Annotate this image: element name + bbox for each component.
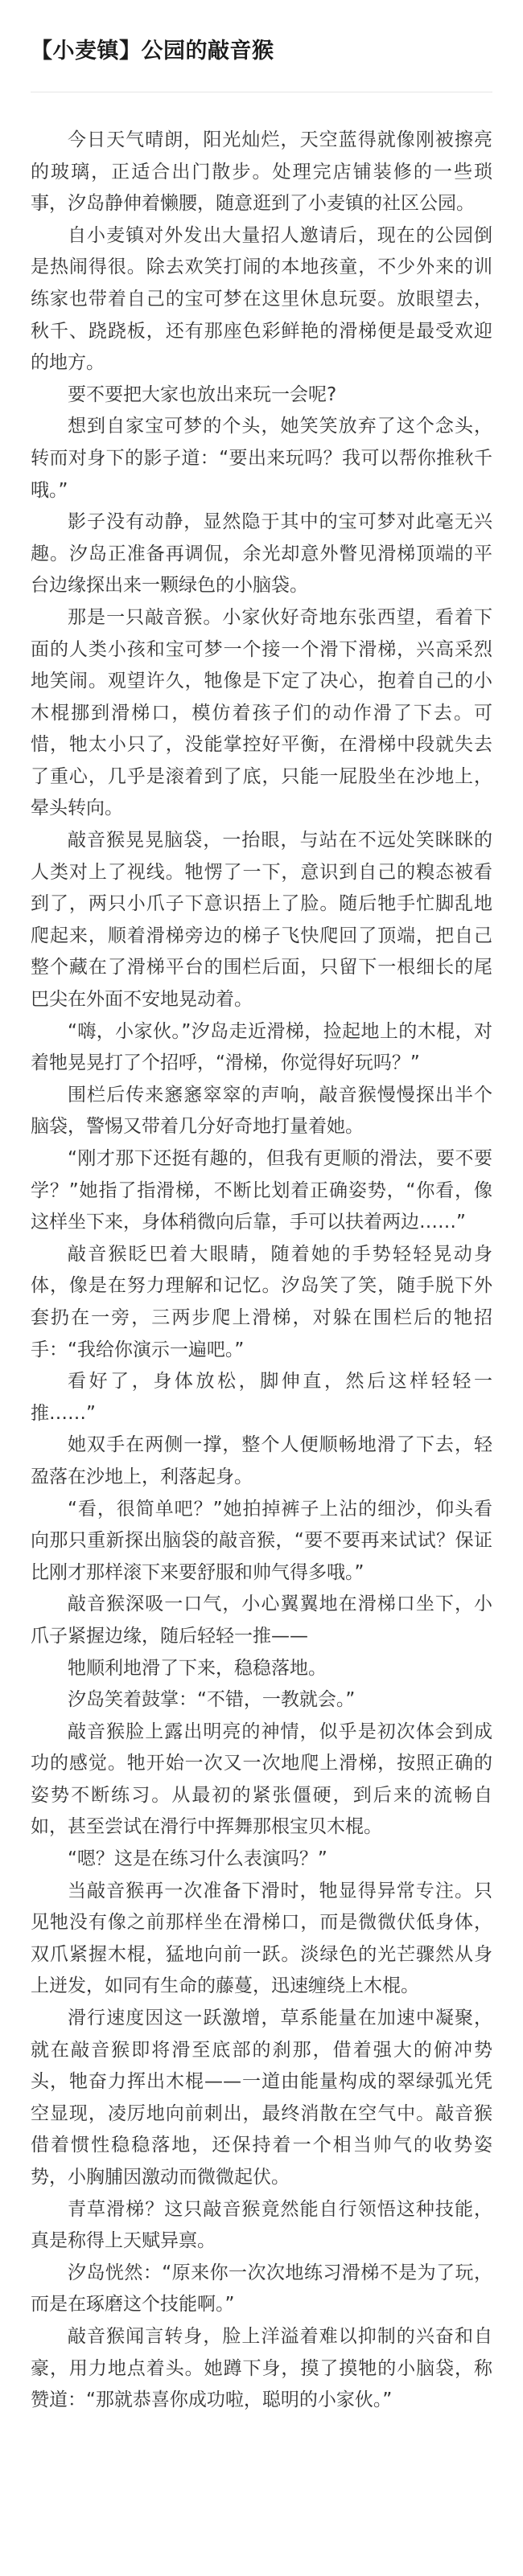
article-paragraph: 滑行速度因这一跃激增，草系能量在加速中凝聚，就在敲音猴即将滑至底部的刹那，借着强大的俯冲势头，牠奋力挥出木棍——一道由能量构成的翠绿弧光凭空显现，凌厉地向前刺出，最终消散在空气中。敲音猴借着惯性稳稳落地，还保持着一个相当帅气的收势姿势，小胸脯因激动而微微起伏。 xyxy=(31,2008,492,2188)
article-paragraph: 看好了，身体放松，脚伸直，然后这样轻轻一推……” xyxy=(31,1371,492,1424)
article-paragraph: 敲音猴深吸一口气，小心翼翼地在滑梯口坐下，小爪子紧握边缘，随后轻轻一推—— xyxy=(31,1594,492,1647)
article-paragraph: 敲音猴晃晃脑袋，一抬眼，与站在不远处笑眯眯的人类对上了视线。牠愣了一下，意识到自己的糗态被看到了，两只小爪子下意识捂上了脸。随后牠手忙脚乱地爬起来，顺着滑梯旁边的梯子飞快爬回了顶端，把自己整个藏在了滑梯平台的围栏后面，只留下一根细长的尾巴尖在外面不安地晃动着。 xyxy=(31,830,492,1011)
article-paragraph: 汐岛笑着鼓掌：“不错，一教就会。” xyxy=(68,1689,356,1711)
article-paragraph: 她双手在两侧一撑，整个人便顺畅地滑了下去，轻盈落在沙地上，利落起身。 xyxy=(31,1434,492,1487)
article-paragraph: 牠顺利地滑了下来，稳稳落地。 xyxy=(68,1657,327,1679)
article-paragraph: 今日天气晴朗，阳光灿烂，天空蓝得就像刚被擦亮的玻璃，正适合出门散步。处理完店铺装修的一些琐事，汐岛静伸着懒腰，随意逛到了小麦镇的社区公园。 xyxy=(31,129,492,215)
article-paragraph: 敲音猴眨巴着大眼睛，随着她的手势轻轻晃动身体，像是在努力理解和记忆。汐岛笑了笑，随手脱下外套扔在一旁，三两步爬上滑梯，对躲在围栏后的牠招手：“我给你演示一遍吧。” xyxy=(31,1243,492,1360)
article-paragraph: 围栏后传来窸窸窣窣的声响，敲音猴慢慢探出半个脑袋，警惕又带着几分好奇地打量着她。 xyxy=(31,1084,492,1138)
article-paragraph: “刚才那下还挺有趣的，但我有更顺的滑法，要不要学？”她指了指滑梯，不断比划着正确姿势，“你看，像这样坐下来，身体稍微向后靠，手可以扶着两边……” xyxy=(31,1148,492,1233)
article-paragraph: “看，很简单吧？”她拍掉裤子上沾的细沙，仰头看向那只重新探出脑袋的敲音猴，“要不要再来试试？保证比刚才那样滚下来要舒服和帅气得多哦。” xyxy=(31,1498,492,1583)
article-paragraph: 那是一只敲音猴。小家伙好奇地东张西望，看着下面的人类小孩和宝可梦一个接一个滑下滑梯，兴高采烈地笑闹。观望许久，牠像是下定了决心，抱着自己的小木棍挪到滑梯口，模仿着孩子们的动作滑了下去。可惜，牠太小只了，没能掌控好平衡，在滑梯中段就失去了重心，几乎是滚着到了底，只能一屁股坐在沙地上，晕头转向。 xyxy=(31,606,492,819)
article-paragraph: 敲音猴闻言转身，脸上洋溢着难以抑制的兴奋和自豪，用力地点着头。她蹲下身，摸了摸牠的小脑袋，称赞道：“那就恭喜你成功啦，聪明的小家伙。” xyxy=(31,2325,492,2411)
article-paragraph: 想到自家宝可梦的个头，她笑笑放弃了这个念头，转而对身下的影子道：“要出来玩吗？我可以帮你推秋千哦。” xyxy=(31,416,492,501)
article-paragraph: 当敲音猴再一次准备下滑时，牠显得异常专注。只见牠没有像之前那样坐在滑梯口，而是微微伏低身体，双爪紧握木棍，猛地向前一跃。淡绿色的光芒骤然从身上迸发，如同有生命的藤蔓，迅速缠绕上木棍。 xyxy=(31,1880,492,1997)
article-paragraph: 自小麦镇对外发出大量招人邀请后，现在的公园倒是热闹得很。除去欢笑打闹的本地孩童，不少外来的训练家也带着自己的宝可梦在这里休息玩耍。放眼望去，秋千、跷跷板，还有那座色彩鲜艳的滑梯便是最受欢迎的地方。 xyxy=(31,224,492,374)
article-title: 【小麦镇】公园的敲音猴 xyxy=(31,39,274,64)
article-paragraph: 敲音猴脸上露出明亮的神情，似乎是初次体会到成功的感觉。牠开始一次又一次地爬上滑梯，按照正确的姿势不断练习。从最初的紧张僵硬，到后来的流畅自如，甚至尝试在滑行中挥舞那根宝贝木棍。 xyxy=(31,1721,492,1838)
article-paragraph: 青草滑梯？这只敲音猴竟然能自行领悟这种技能，真是称得上天赋异禀。 xyxy=(31,2198,492,2252)
article-paragraph: “嗯？这是在练习什么表演吗？” xyxy=(68,1848,327,1870)
article-paragraph: 汐岛恍然：“原来你一次次地练习滑梯不是为了玩，而是在琢磨这个技能啊。” xyxy=(31,2262,492,2316)
article-paragraph: “嗨，小家伙。”汐岛走近滑梯，捡起地上的木棍，对着牠晃晃打了个招呼，“滑梯，你觉得好玩吗？” xyxy=(31,1020,492,1074)
article-paragraph: 要不要把大家也放出来玩一会呢? xyxy=(68,384,337,405)
article-body xyxy=(31,125,492,2417)
article-paragraph: 影子没有动静，显然隐于其中的宝可梦对此毫无兴趣。汐岛正准备再调侃，余光却意外瞥见滑梯顶端的平台边缘探出来一颗绿色的小脑袋。 xyxy=(31,511,492,597)
